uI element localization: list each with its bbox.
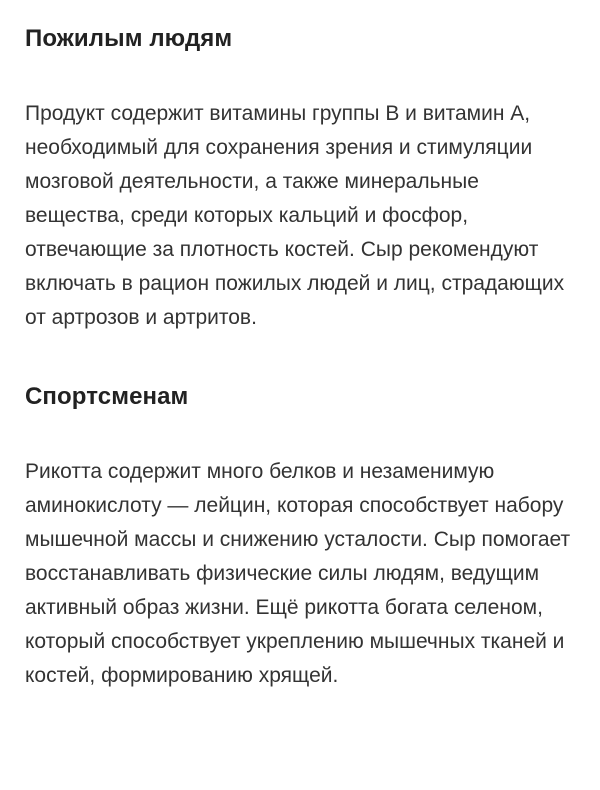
section-title-athletes: Спортсменам: [25, 383, 189, 410]
section-text-athletes: Рикотта содержит много белков и незаменимую аминокислоту — лейцин, которая способствует набору мышечной массы и снижению усталости. Сыр помогает восстанавливать физические силы людям, ведущим активный образ жизни. Ещё рикотта богата селеном, который способствует укреплению мышечных тканей и костей, формированию хрящей.: [25, 460, 571, 687]
section-title-elderly: Пожилым людям: [25, 25, 233, 52]
section-text-elderly: Продукт содержит витамины группы В и витамин А, необходимый для сохранения зрения и стимуляции мозговой деятельности, а также минеральные вещества, среди которых кальций и фосфор, отвечающие за плотность костей. Сыр рекомендуют включать в рацион пожилых людей и лиц, страдающих от артрозов и артритов.: [25, 102, 565, 329]
